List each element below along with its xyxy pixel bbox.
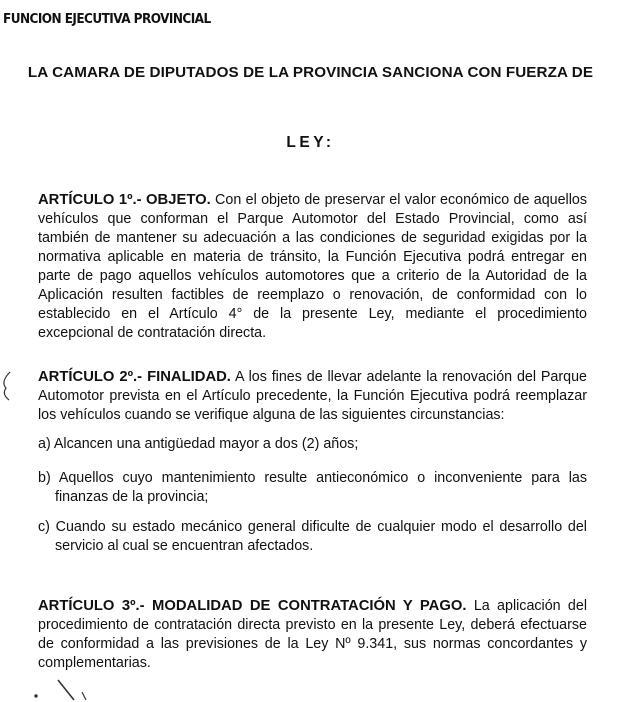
article-1: [38, 191, 587, 343]
article-3-body: La aplicación del procedimiento de contratación directa previsto en la presente Ley, deberá efectuarse de conformidad a las previsiones de la Ley Nº 9.341, sus normas concordantes y complementarias.: [38, 598, 588, 671]
issuer-header: FUNCION EJECUTIVA PROVINCIAL: [3, 12, 211, 27]
article-2-item-c: c) Cuando su estado mecánico general dificulte de cualquier modo el desarrollo del servicio al cual se encuentran afectados.: [38, 519, 587, 554]
margin-pen-mark: [0, 370, 16, 404]
article-2-item-a: a) Alcancen una antigüedad mayor a dos (2) años;: [38, 436, 359, 452]
article-2-heading: ARTÍCULO 2º.- FINALIDAD.: [38, 369, 231, 385]
article-1-body: Con el objeto de preservar el valor económico de aquellos vehículos que conforman el Parque Automotor del Estado Provincial, como así también de mantener su adecuación a las condiciones de seguridad exigidas por la normativa aplicable en materia de tránsito, la Función Ejecutiva podrá entregar en parte de pago aquellos vehículos automotores que a criterio de la Autoridad de la Aplicación resulten factibles de reemplazo o renovación, de conformidad con lo establecido en el Artículo 4° de la presente Ley, mediante el procedimiento excepcional de contratación directa.: [38, 192, 587, 341]
handwritten-stroke-mark: [30, 676, 100, 702]
article-2: [38, 368, 587, 425]
article-1-heading: ARTÍCULO 1º.- OBJETO.: [38, 192, 211, 208]
article-2-body: A los fines de llevar adelante la renovación del Parque Automotor prevista en el Artículo precedente, la Función Ejecutiva podrá reemplazar los vehículos cuando se verifique alguna de las siguientes circunstancias:: [38, 369, 588, 423]
ley-heading: LEY:: [286, 134, 335, 151]
article-3-heading: ARTÍCULO 3º.- MODALIDAD DE CONTRATACIÓN Y PAGO.: [38, 598, 467, 614]
article-3: [38, 597, 587, 673]
article-2-item-b: b) Aquellos cuyo mantenimiento resulte antieconómico o inconveniente para las finanzas de la provincia;: [38, 470, 587, 505]
enacting-clause: LA CAMARA DE DIPUTADOS DE LA PROVINCIA SANCIONA CON FUERZA DE: [27, 64, 594, 81]
